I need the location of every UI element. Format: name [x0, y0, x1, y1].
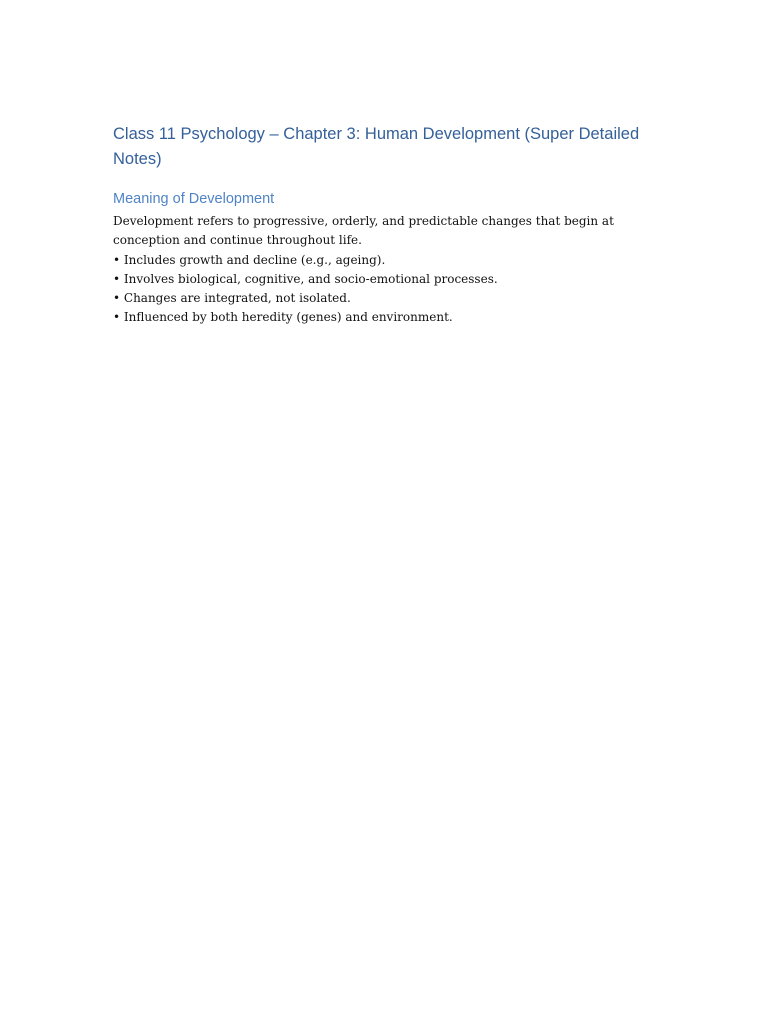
paragraph-line-1: Development refers to progressive, orderly, and predictable changes that begin at	[113, 214, 614, 228]
section-body	[113, 212, 643, 328]
paragraph-line-2: conception and continue throughout life.	[113, 233, 362, 248]
bullet-item: • Changes are integrated, not isolated.	[113, 291, 351, 306]
bullet-item: • Influenced by both heredity (genes) and environment.	[113, 310, 453, 325]
document-title-line-1: Class 11 Psychology – Chapter 3: Human Development (Super Detailed	[113, 125, 640, 143]
section-heading: Meaning of Development	[113, 191, 275, 207]
document-title-line-2: Notes)	[113, 150, 162, 168]
document-content	[113, 122, 643, 328]
document-title	[113, 122, 643, 172]
bullet-item: • Involves biological, cognitive, and socio-emotional processes.	[113, 271, 498, 286]
bullet-item: • Includes growth and decline (e.g., ageing).	[113, 252, 386, 267]
